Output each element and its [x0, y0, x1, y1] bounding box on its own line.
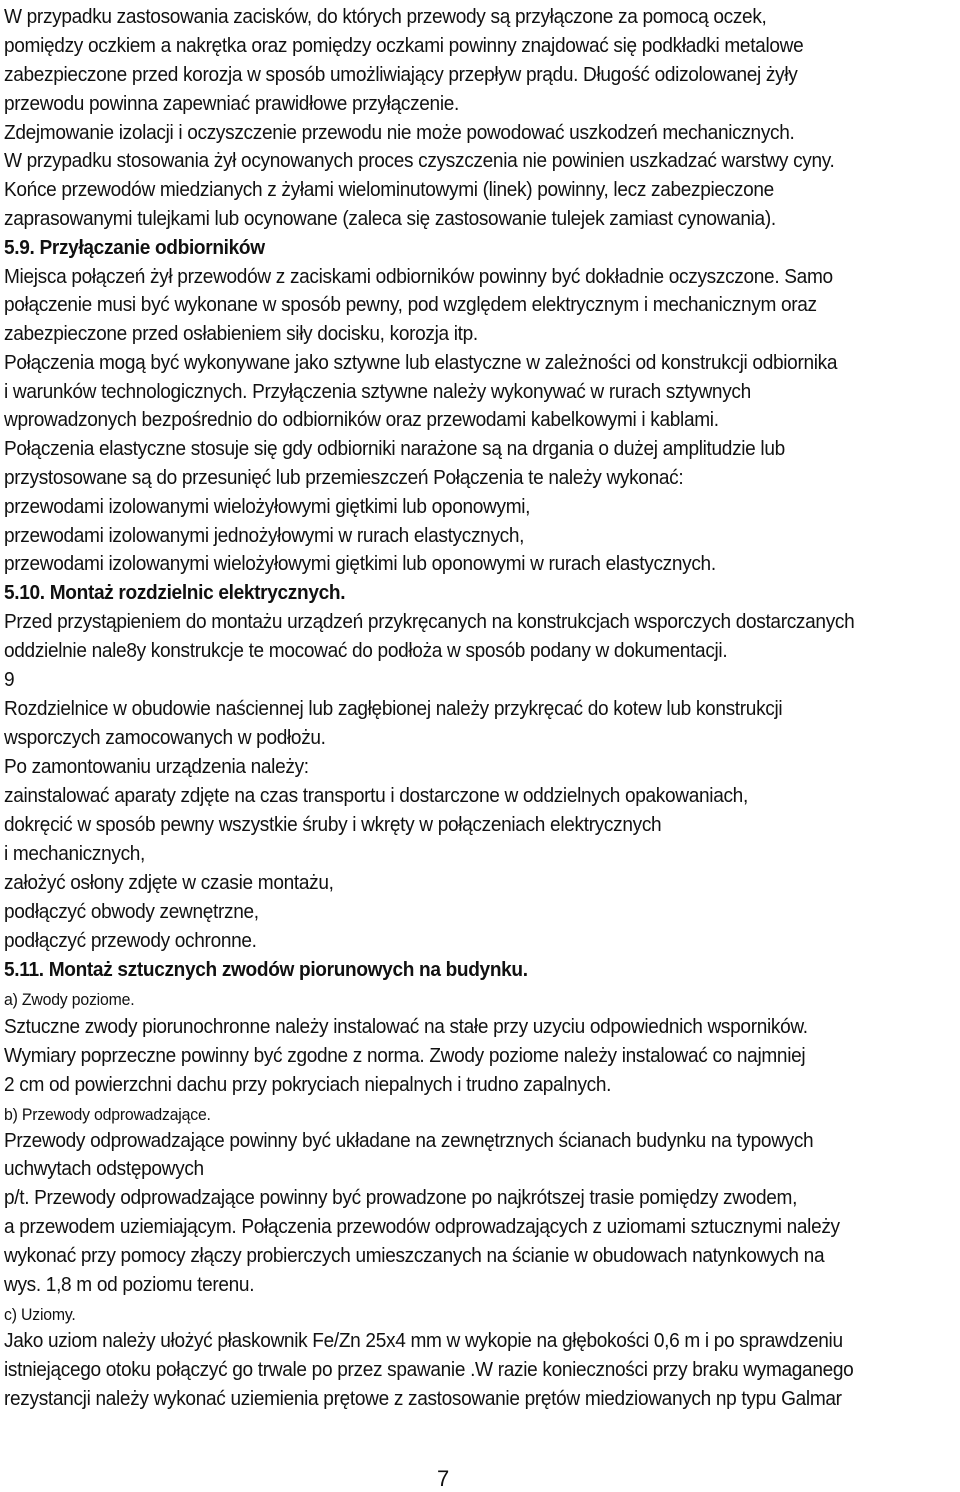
text-line: Wymiary poprzeczne powinny być zgodne z norma. Zwody poziome należy instalować co najmniej [4, 1044, 806, 1067]
text-line: istniejącego otoku połączyć go trwale po przez spawanie .W razie konieczności przy braku wymaganego [4, 1358, 854, 1381]
text-line: 2 cm od powierzchni dachu przy pokryciach niepalnych i trudno zapalnych. [4, 1073, 612, 1096]
text-line: podłączyć obwody zewnętrzne, [4, 900, 259, 923]
text-line: W przypadku stosowania żył ocynowanych proces czyszczenia nie powinien uszkadzać warstwy cyny. [4, 149, 835, 172]
text-line: dokręcić w sposób pewny wszystkie śruby i wkręty w połączeniach elektrycznych [4, 813, 662, 836]
text-line: pomiędzy oczkiem a nakrętka oraz pomiędzy oczkami powinny znajdować się podkładki metalowe [4, 34, 804, 57]
text-line: Po zamontowaniu urządzenia należy: [4, 755, 309, 778]
text-line: wsporczych zamocowanych w podłożu. [4, 726, 326, 749]
text-line: Połączenia mogą być wykonywane jako sztywne lub elastyczne w zależności od konstrukcji odbiornika [4, 351, 838, 374]
text-line: uchwytach odstępowych [4, 1157, 204, 1180]
text-line: zainstalować aparaty zdjęte na czas transportu i dostarczone w oddzielnych opakowaniach, [4, 784, 748, 807]
text-line: przewodami izolowanymi wielożyłowymi giętkimi lub oponowymi, [4, 495, 531, 518]
text-line: założyć osłony zdjęte w czasie montażu, [4, 871, 334, 894]
text-line: zabezpieczone przed osłabieniem siły docisku, korozja itp. [4, 322, 478, 345]
text-line: przewodami izolowanymi wielożyłowymi giętkimi lub oponowymi w rurach elastycznych. [4, 552, 716, 575]
text-line: połączenie musi być wykonane w sposób pewny, pod względem elektrycznym i mechanicznym oraz [4, 293, 817, 316]
text-line: p/t. Przewody odprowadzające powinny być prowadzone po najkrótszej trasie pomiędzy zwodem, [4, 1186, 798, 1209]
section-heading: 5.9. Przyłączanie odbiorników [4, 236, 265, 259]
text-line: Sztuczne zwody piorunochronne należy instalować na stałe przy uzyciu odpowiednich wsporników. [4, 1015, 808, 1038]
text-line: Rozdzielnice w obudowie naściennej lub zagłębionej należy przykręcać do kotew lub konstrukcji [4, 697, 783, 720]
text-line: zabezpieczone przed korozja w sposób umożliwiający przepływ prądu. Długość odizolowanej żyły [4, 63, 798, 86]
text-line: i warunków technologicznych. Przyłączenia sztywne należy wykonywać w rurach sztywnych [4, 380, 751, 403]
text-line: przewodami izolowanymi jednożyłowymi w rurach elastycznych, [4, 524, 525, 547]
text-line: Końce przewodów miedzianych z żyłami wielominutowymi (linek) powinny, lecz zabezpieczone [4, 178, 774, 201]
subsection-label: c) Uziomy. [4, 1305, 76, 1324]
text-line: wys. 1,8 m od poziomu terenu. [4, 1273, 255, 1296]
page-number: 7 [437, 1466, 450, 1491]
inline-page-marker: 9 [4, 668, 15, 691]
text-line: i mechanicznych, [4, 842, 146, 865]
subsection-label: b) Przewody odprowadzające. [4, 1105, 211, 1124]
text-line: Miejsca połączeń żył przewodów z zaciskami odbiorników powinny być dokładnie oczyszczone. Samo [4, 265, 833, 288]
section-heading: 5.11. Montaż sztucznych zwodów piorunowych na budynku. [4, 958, 528, 981]
text-line: wykonać przy pomocy złączy probierczych umieszczanych na ścianie w obudowach natynkowych na [4, 1244, 825, 1267]
text-line: Jako uziom należy ułożyć płaskownik Fe/Zn 25x4 mm w wykopie na głębokości 0,6 m i po sprawdzeniu [4, 1329, 843, 1352]
text-line: Zdejmowanie izolacji i oczyszczenie przewodu nie może powodować uszkodzeń mechanicznych. [4, 121, 795, 144]
text-line: Połączenia elastyczne stosuje się gdy odbiorniki narażone są na drgania o dużej amplitudzie lub [4, 437, 785, 460]
section-heading: 5.10. Montaż rozdzielnic elektrycznych. [4, 581, 346, 604]
text-line: Przed przystąpieniem do montażu urządzeń przykręcanych na konstrukcjach wsporczych dostarczanych [4, 610, 855, 633]
text-line: oddzielnie nale8y konstrukcje te mocować do podłoża w sposób podany w dokumentacji. [4, 639, 728, 662]
text-line: wprowadzonych bezpośrednio do odbiorników oraz przewodami kabelkowymi i kablami. [4, 408, 719, 431]
text-line: rezystancji należy wykonać uziemienia prętowe z zastosowanie prętów miedziowanych np typu Galmar [4, 1387, 842, 1410]
text-line: a przewodem uziemiającym. Połączenia przewodów odprowadzających z uziomami sztucznymi należy [4, 1215, 840, 1238]
text-line: przystosowane są do przesunięć lub przemieszczeń Połączenia te należy wykonać: [4, 466, 684, 489]
text-line: Przewody odprowadzające powinny być układane na zewnętrznych ścianach budynku na typowych [4, 1129, 814, 1152]
text-line: W przypadku zastosowania zacisków, do których przewody są przyłączone za pomocą oczek, [4, 5, 767, 28]
subsection-label: a) Zwody poziome. [4, 990, 135, 1009]
text-line: przewodu powinna zapewniać prawidłowe przyłączenie. [4, 92, 460, 115]
text-line: podłączyć przewody ochronne. [4, 929, 257, 952]
text-line: zaprasowanymi tulejkami lub ocynowane (zaleca się zastosowanie tulejek zamiast cynowania). [4, 207, 776, 230]
